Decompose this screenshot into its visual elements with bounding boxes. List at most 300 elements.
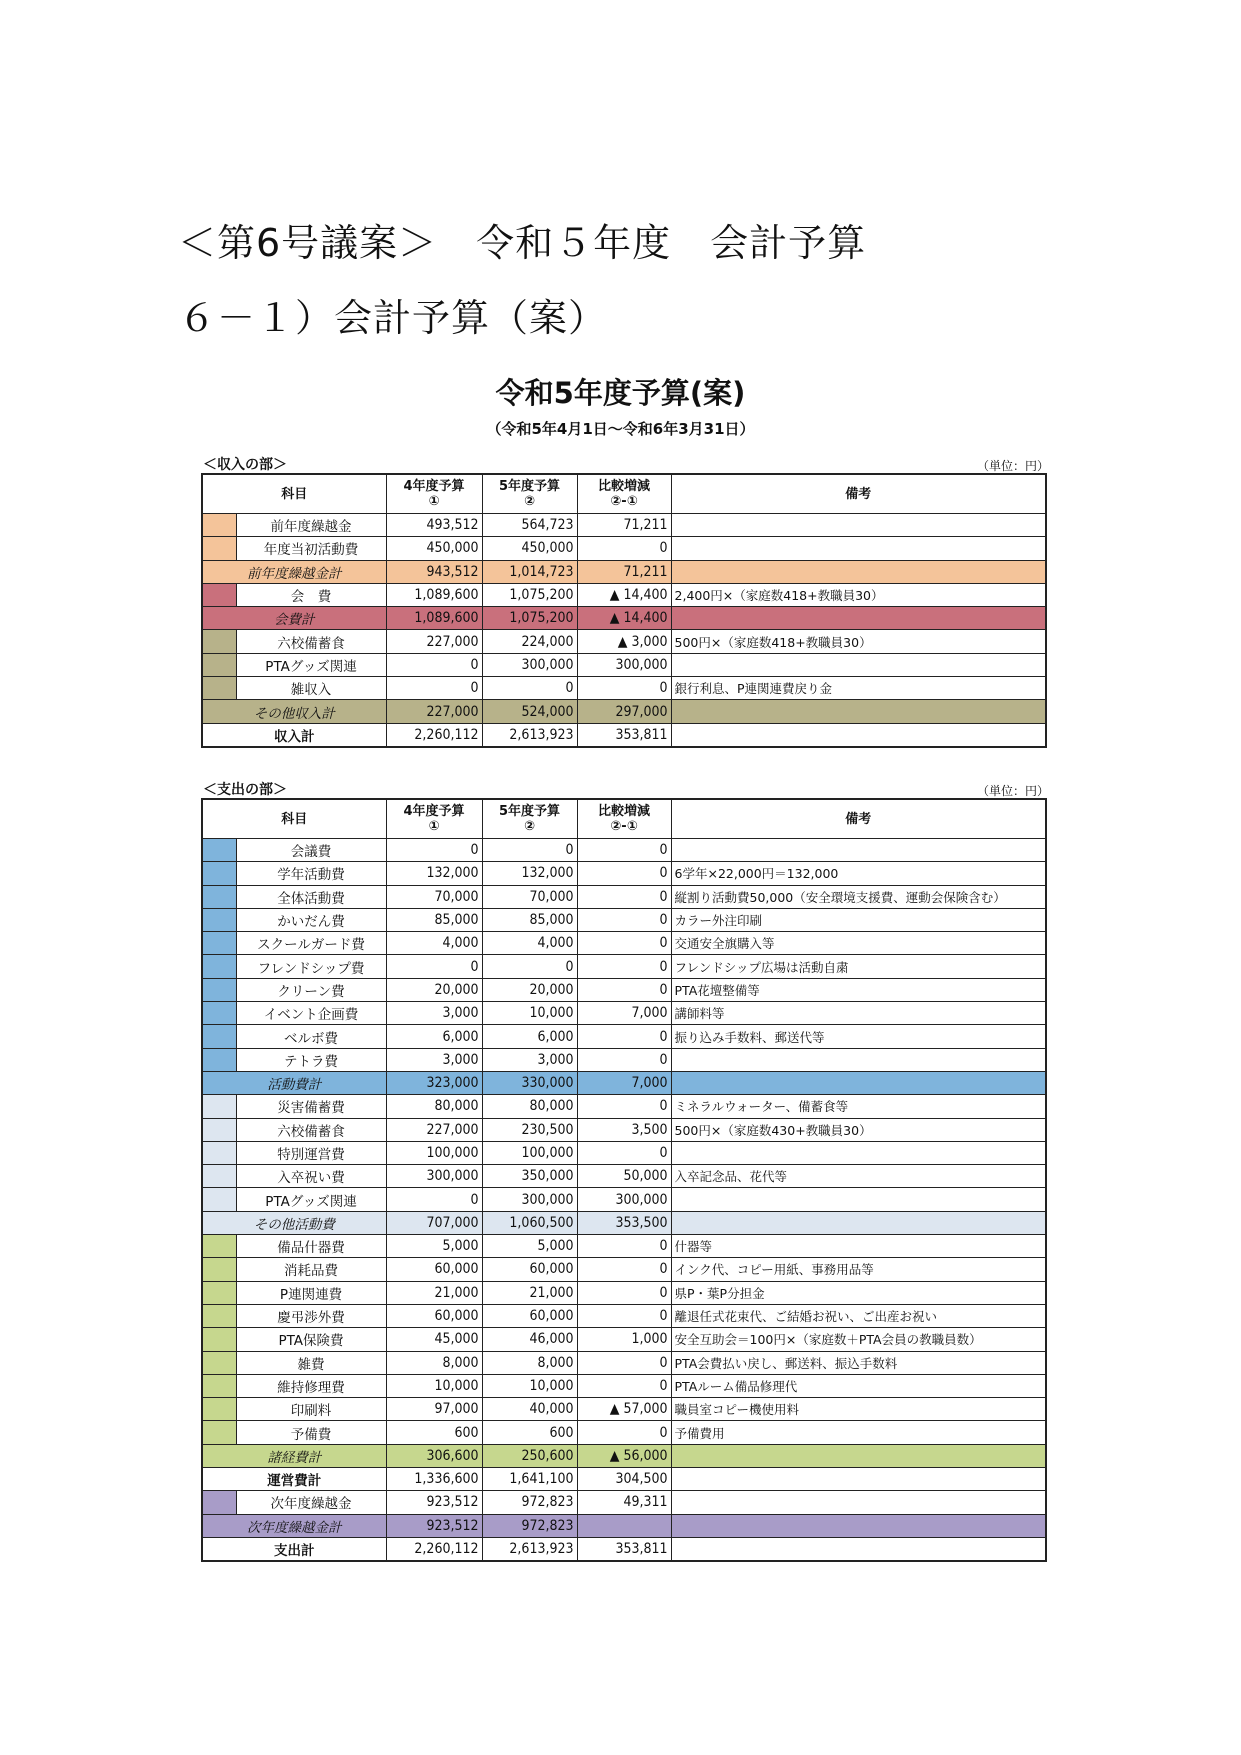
item-name: 年度当初活動費	[236, 537, 386, 560]
prev-budget-value: 227,000	[386, 1118, 482, 1141]
category-color-bar	[202, 1095, 236, 1118]
subtotal-row	[202, 1071, 1046, 1094]
expense-unit-label: （単位：円）	[976, 784, 1049, 798]
prev-budget-value: 8,000	[386, 1351, 482, 1374]
diff-value: 0	[577, 1351, 671, 1374]
table-row	[202, 1188, 1046, 1211]
category-color-bar	[202, 885, 236, 908]
diff-value: 0	[577, 1048, 671, 1071]
note-text: 縦割り活動費50,000（安全環境支援費、運動会保険含む）	[671, 885, 1046, 908]
diff-value: 300,000	[577, 1188, 671, 1211]
item-name: 前年度繰越金	[236, 514, 386, 537]
note-header: 備考	[671, 799, 1046, 839]
prev-budget-value: 943,512	[386, 560, 482, 583]
diff-value: 353,500	[577, 1211, 671, 1234]
diff-value: 0	[577, 955, 671, 978]
note-text: 什器等	[671, 1235, 1046, 1258]
subtotal-name: その他収入計	[202, 700, 386, 723]
item-name: 慶弔渉外費	[236, 1304, 386, 1327]
expense-table	[201, 798, 1047, 1562]
category-color-bar	[202, 677, 236, 700]
item-name: ベルボ費	[236, 1025, 386, 1048]
item-name: 雑費	[236, 1351, 386, 1374]
item-name: クリーン費	[236, 978, 386, 1001]
total-row	[202, 1537, 1046, 1561]
item-name: かいだん費	[236, 908, 386, 931]
diff-value: 3,500	[577, 1118, 671, 1141]
table-row	[202, 1374, 1046, 1397]
table-row	[202, 955, 1046, 978]
curr-budget-value: 40,000	[482, 1398, 577, 1421]
subtotal-row	[202, 700, 1046, 723]
subtotal-name: 前年度繰越金計	[202, 560, 386, 583]
curr-budget-value: 250,600	[482, 1444, 577, 1467]
item-name: 維持修理費	[236, 1374, 386, 1397]
curr-budget-value: 2,613,923	[482, 1537, 577, 1561]
curr-budget-value: 1,014,723	[482, 560, 577, 583]
diff-value: 71,211	[577, 514, 671, 537]
note-text	[671, 1188, 1046, 1211]
curr-budget-value: 564,723	[482, 514, 577, 537]
category-color-bar	[202, 514, 236, 537]
curr-budget-value: 20,000	[482, 978, 577, 1001]
category-color-bar	[202, 839, 236, 862]
curr-budget-value: 80,000	[482, 1095, 577, 1118]
curr-budget-value: 972,823	[482, 1514, 577, 1537]
curr-budget-value: 60,000	[482, 1258, 577, 1281]
diff-value: 353,811	[577, 723, 671, 747]
diff-value: 304,500	[577, 1468, 671, 1491]
diff-value: ▲ 3,000	[577, 630, 671, 653]
table-row	[202, 1281, 1046, 1304]
prev-budget-value: 450,000	[386, 537, 482, 560]
curr-budget-value: 450,000	[482, 537, 577, 560]
item-name: P連関連費	[236, 1281, 386, 1304]
item-name: 会 費	[236, 583, 386, 606]
prev-budget-value: 923,512	[386, 1514, 482, 1537]
note-header: 備考	[671, 474, 1046, 514]
expense-rows	[202, 839, 1046, 1562]
diff-value: 0	[577, 1141, 671, 1164]
category-color-bar	[202, 1165, 236, 1188]
category-color-bar	[202, 1258, 236, 1281]
note-text	[671, 1444, 1046, 1467]
prev-budget-value: 100,000	[386, 1141, 482, 1164]
curr-budget-value: 1,075,200	[482, 583, 577, 606]
total-row	[202, 723, 1046, 747]
curr-budget-value: 2,613,923	[482, 723, 577, 747]
table-row	[202, 1048, 1046, 1071]
note-text: 6学年×22,000円＝132,000	[671, 862, 1046, 885]
note-text: ミネラルウォーター、備蓄食等	[671, 1095, 1046, 1118]
item-name: 消耗品費	[236, 1258, 386, 1281]
note-text: 500円×（家庭数418+教職員30）	[671, 630, 1046, 653]
prev-budget-value: 0	[386, 955, 482, 978]
prev-budget-header: 4年度予算 ①	[386, 474, 482, 514]
table-row	[202, 1002, 1046, 1025]
subtotal-row	[202, 607, 1046, 630]
item-name: 六校備蓄食	[236, 1118, 386, 1141]
item-name: 災害備蓄費	[236, 1095, 386, 1118]
table-row	[202, 1141, 1046, 1164]
diff-header: 比較増減 ②-①	[577, 799, 671, 839]
table-row	[202, 1328, 1046, 1351]
curr-budget-value: 300,000	[482, 653, 577, 676]
note-text	[671, 1141, 1046, 1164]
category-color-bar	[202, 955, 236, 978]
table-row	[202, 514, 1046, 537]
category-color-bar	[202, 653, 236, 676]
prev-budget-value: 80,000	[386, 1095, 482, 1118]
category-color-bar	[202, 1281, 236, 1304]
category-color-bar	[202, 1421, 236, 1444]
prev-budget-value: 4,000	[386, 932, 482, 955]
total-row	[202, 1468, 1046, 1491]
income-unit-label: （単位：円）	[976, 459, 1049, 473]
note-text	[671, 514, 1046, 537]
table-row	[202, 1165, 1046, 1188]
diff-value: 1,000	[577, 1328, 671, 1351]
note-text: カラー外注印刷	[671, 908, 1046, 931]
diff-value: 0	[577, 932, 671, 955]
category-color-bar	[202, 978, 236, 1001]
subtotal-row	[202, 560, 1046, 583]
prev-budget-value: 5,000	[386, 1235, 482, 1258]
diff-header: 比較増減 ②-①	[577, 474, 671, 514]
category-color-bar	[202, 1374, 236, 1397]
table-row	[202, 677, 1046, 700]
category-color-bar	[202, 1491, 236, 1514]
item-name: イベント企画費	[236, 1002, 386, 1025]
note-text: 2,400円×（家庭数418+教職員30）	[671, 583, 1046, 606]
prev-budget-value: 132,000	[386, 862, 482, 885]
table-row	[202, 1351, 1046, 1374]
subtotal-name: 諸経費計	[202, 1444, 386, 1467]
diff-value: 0	[577, 978, 671, 1001]
prev-budget-value: 300,000	[386, 1165, 482, 1188]
budget-title: 令和5年度予算(案)	[495, 376, 746, 410]
note-text	[671, 1211, 1046, 1234]
subtotal-row	[202, 1514, 1046, 1537]
diff-value: 0	[577, 908, 671, 931]
table-row	[202, 1095, 1046, 1118]
note-text: PTA花壇整備等	[671, 978, 1046, 1001]
note-text: フレンドシップ広場は活動自粛	[671, 955, 1046, 978]
table-row	[202, 1118, 1046, 1141]
curr-budget-value: 230,500	[482, 1118, 577, 1141]
category-color-bar	[202, 932, 236, 955]
item-name: 入卒祝い費	[236, 1165, 386, 1188]
table-row	[202, 1304, 1046, 1327]
diff-value: 0	[577, 1421, 671, 1444]
prev-budget-value: 60,000	[386, 1258, 482, 1281]
prev-budget-value: 10,000	[386, 1374, 482, 1397]
prev-budget-value: 227,000	[386, 700, 482, 723]
diff-value: ▲ 56,000	[577, 1444, 671, 1467]
category-color-bar	[202, 908, 236, 931]
note-text	[671, 723, 1046, 747]
note-text	[671, 1048, 1046, 1071]
prev-budget-value: 600	[386, 1421, 482, 1444]
table-row	[202, 653, 1046, 676]
prev-budget-value: 923,512	[386, 1491, 482, 1514]
item-name: 学年活動費	[236, 862, 386, 885]
note-text: 離退任式花束代、ご結婚お祝い、ご出産お祝い	[671, 1304, 1046, 1327]
note-text: 県P・葉P分担金	[671, 1281, 1046, 1304]
subject-header: 科目	[202, 799, 386, 839]
diff-value: 7,000	[577, 1002, 671, 1025]
prev-budget-value: 97,000	[386, 1398, 482, 1421]
curr-budget-value: 330,000	[482, 1071, 577, 1094]
prev-budget-value: 70,000	[386, 885, 482, 908]
table-row	[202, 839, 1046, 862]
diff-value: 71,211	[577, 560, 671, 583]
prev-budget-value: 227,000	[386, 630, 482, 653]
diff-value: 0	[577, 1025, 671, 1048]
item-name: 六校備蓄食	[236, 630, 386, 653]
note-text	[671, 839, 1046, 862]
total-name: 収入計	[202, 723, 386, 747]
income-header-row	[202, 474, 1046, 514]
prev-budget-value: 21,000	[386, 1281, 482, 1304]
prev-budget-header: 4年度予算 ①	[386, 799, 482, 839]
item-name: PTAグッズ関連	[236, 653, 386, 676]
diff-value: 353,811	[577, 1537, 671, 1561]
category-color-bar	[202, 1398, 236, 1421]
diff-value: 0	[577, 1235, 671, 1258]
prev-budget-value: 1,336,600	[386, 1468, 482, 1491]
prev-budget-value: 1,089,600	[386, 583, 482, 606]
category-color-bar	[202, 1188, 236, 1211]
prev-budget-value: 60,000	[386, 1304, 482, 1327]
category-color-bar	[202, 1048, 236, 1071]
income-section-label: ＜収入の部＞	[203, 457, 287, 473]
curr-budget-value: 1,641,100	[482, 1468, 577, 1491]
item-name: PTA保険費	[236, 1328, 386, 1351]
prev-budget-value: 0	[386, 677, 482, 700]
diff-value: 49,311	[577, 1491, 671, 1514]
note-text: インク代、コピー用紙、事務用品等	[671, 1258, 1046, 1281]
subtotal-name: 会費計	[202, 607, 386, 630]
curr-budget-value: 8,000	[482, 1351, 577, 1374]
note-text: 講師料等	[671, 1002, 1046, 1025]
category-color-bar	[202, 1002, 236, 1025]
budget-period: （令和5年4月1日～令和6年3月31日）	[486, 420, 755, 438]
note-text: 交通安全旗購入等	[671, 932, 1046, 955]
prev-budget-value: 493,512	[386, 514, 482, 537]
curr-budget-value: 524,000	[482, 700, 577, 723]
table-row	[202, 978, 1046, 1001]
expense-section-label: ＜支出の部＞	[203, 782, 287, 798]
subtotal-row	[202, 1444, 1046, 1467]
agenda-heading: ＜第6号議案＞ 令和５年度 会計予算	[178, 221, 867, 265]
subtotal-row	[202, 1211, 1046, 1234]
table-row	[202, 630, 1046, 653]
table-row	[202, 1235, 1046, 1258]
curr-budget-header: 5年度予算 ②	[482, 799, 577, 839]
category-color-bar	[202, 1304, 236, 1327]
diff-value: 0	[577, 537, 671, 560]
category-color-bar	[202, 1141, 236, 1164]
diff-value: 0	[577, 1304, 671, 1327]
income-rows	[202, 514, 1046, 747]
curr-budget-value: 1,075,200	[482, 607, 577, 630]
curr-budget-value: 60,000	[482, 1304, 577, 1327]
diff-value: 0	[577, 885, 671, 908]
diff-value: 0	[577, 1374, 671, 1397]
prev-budget-value: 85,000	[386, 908, 482, 931]
table-row	[202, 1258, 1046, 1281]
table-row	[202, 1491, 1046, 1514]
item-name: スクールガード費	[236, 932, 386, 955]
table-row	[202, 1025, 1046, 1048]
note-text	[671, 1071, 1046, 1094]
diff-value: 0	[577, 677, 671, 700]
note-text	[671, 1537, 1046, 1561]
note-text	[671, 607, 1046, 630]
note-text: PTA会費払い戻し、郵送料、振込手数料	[671, 1351, 1046, 1374]
note-text: 予備費用	[671, 1421, 1046, 1444]
note-text	[671, 560, 1046, 583]
table-row	[202, 1398, 1046, 1421]
table-row	[202, 1421, 1046, 1444]
prev-budget-value: 323,000	[386, 1071, 482, 1094]
table-row	[202, 537, 1046, 560]
category-color-bar	[202, 1118, 236, 1141]
expense-header-row	[202, 799, 1046, 839]
diff-value: 0	[577, 1258, 671, 1281]
section-heading: ６－１）会計予算（案）	[178, 296, 608, 340]
curr-budget-value: 972,823	[482, 1491, 577, 1514]
diff-value: 297,000	[577, 700, 671, 723]
note-text	[671, 1468, 1046, 1491]
curr-budget-value: 0	[482, 677, 577, 700]
note-text: PTAルーム備品修理代	[671, 1374, 1046, 1397]
prev-budget-value: 707,000	[386, 1211, 482, 1234]
table-row	[202, 885, 1046, 908]
table-row	[202, 932, 1046, 955]
category-color-bar	[202, 1351, 236, 1374]
subtotal-name: 次年度繰越金計	[202, 1514, 386, 1537]
diff-value: ▲ 14,400	[577, 583, 671, 606]
subtotal-name: 活動費計	[202, 1071, 386, 1094]
category-color-bar	[202, 1235, 236, 1258]
note-text	[671, 653, 1046, 676]
note-text: 銀行利息、P連関連費戻り金	[671, 677, 1046, 700]
item-name: 次年度繰越金	[236, 1491, 386, 1514]
item-name: 全体活動費	[236, 885, 386, 908]
prev-budget-value: 0	[386, 839, 482, 862]
prev-budget-value: 2,260,112	[386, 1537, 482, 1561]
subject-header: 科目	[202, 474, 386, 514]
curr-budget-value: 46,000	[482, 1328, 577, 1351]
curr-budget-value: 132,000	[482, 862, 577, 885]
item-name: 会議費	[236, 839, 386, 862]
item-name: 特別運営費	[236, 1141, 386, 1164]
diff-value: 0	[577, 1095, 671, 1118]
curr-budget-value: 0	[482, 955, 577, 978]
item-name: 印刷料	[236, 1398, 386, 1421]
diff-value: 300,000	[577, 653, 671, 676]
curr-budget-value: 5,000	[482, 1235, 577, 1258]
curr-budget-value: 70,000	[482, 885, 577, 908]
prev-budget-value: 20,000	[386, 978, 482, 1001]
note-text	[671, 1491, 1046, 1514]
curr-budget-value: 224,000	[482, 630, 577, 653]
category-color-bar	[202, 1025, 236, 1048]
note-text: 入卒記念品、花代等	[671, 1165, 1046, 1188]
prev-budget-value: 3,000	[386, 1048, 482, 1071]
item-name: 雑収入	[236, 677, 386, 700]
category-color-bar	[202, 583, 236, 606]
item-name: フレンドシップ費	[236, 955, 386, 978]
item-name: 備品什器費	[236, 1235, 386, 1258]
curr-budget-value: 10,000	[482, 1374, 577, 1397]
prev-budget-value: 45,000	[386, 1328, 482, 1351]
diff-value: 50,000	[577, 1165, 671, 1188]
diff-value: 7,000	[577, 1071, 671, 1094]
item-name: PTAグッズ関連	[236, 1188, 386, 1211]
prev-budget-value: 0	[386, 653, 482, 676]
curr-budget-value: 350,000	[482, 1165, 577, 1188]
curr-budget-value: 10,000	[482, 1002, 577, 1025]
note-text: 職員室コピー機使用料	[671, 1398, 1046, 1421]
table-row	[202, 583, 1046, 606]
curr-budget-value: 100,000	[482, 1141, 577, 1164]
item-name: 予備費	[236, 1421, 386, 1444]
curr-budget-value: 3,000	[482, 1048, 577, 1071]
curr-budget-value: 85,000	[482, 908, 577, 931]
total-name: 支出計	[202, 1537, 386, 1561]
prev-budget-value: 0	[386, 1188, 482, 1211]
curr-budget-value: 4,000	[482, 932, 577, 955]
category-color-bar	[202, 630, 236, 653]
curr-budget-value: 600	[482, 1421, 577, 1444]
prev-budget-value: 6,000	[386, 1025, 482, 1048]
total-name: 運営費計	[202, 1468, 386, 1491]
note-text: 安全互助会＝100円×（家庭数＋PTA会員の教職員数）	[671, 1328, 1046, 1351]
prev-budget-value: 306,600	[386, 1444, 482, 1467]
note-text: 500円×（家庭数430+教職員30）	[671, 1118, 1046, 1141]
note-text	[671, 1514, 1046, 1537]
note-text: 振り込み手数料、郵送代等	[671, 1025, 1046, 1048]
curr-budget-value: 21,000	[482, 1281, 577, 1304]
category-color-bar	[202, 862, 236, 885]
category-color-bar	[202, 1328, 236, 1351]
diff-value: ▲ 14,400	[577, 607, 671, 630]
curr-budget-value: 0	[482, 839, 577, 862]
curr-budget-value: 6,000	[482, 1025, 577, 1048]
prev-budget-value: 3,000	[386, 1002, 482, 1025]
diff-value: 0	[577, 862, 671, 885]
note-text	[671, 700, 1046, 723]
curr-budget-value: 1,060,500	[482, 1211, 577, 1234]
diff-value: 0	[577, 839, 671, 862]
note-text	[671, 537, 1046, 560]
item-name: テトラ費	[236, 1048, 386, 1071]
prev-budget-value: 2,260,112	[386, 723, 482, 747]
table-row	[202, 908, 1046, 931]
diff-value	[577, 1514, 671, 1537]
curr-budget-value: 300,000	[482, 1188, 577, 1211]
curr-budget-header: 5年度予算 ②	[482, 474, 577, 514]
diff-value: 0	[577, 1281, 671, 1304]
income-table	[201, 473, 1047, 748]
diff-value: ▲ 57,000	[577, 1398, 671, 1421]
prev-budget-value: 1,089,600	[386, 607, 482, 630]
subtotal-name: その他活動費	[202, 1211, 386, 1234]
category-color-bar	[202, 537, 236, 560]
